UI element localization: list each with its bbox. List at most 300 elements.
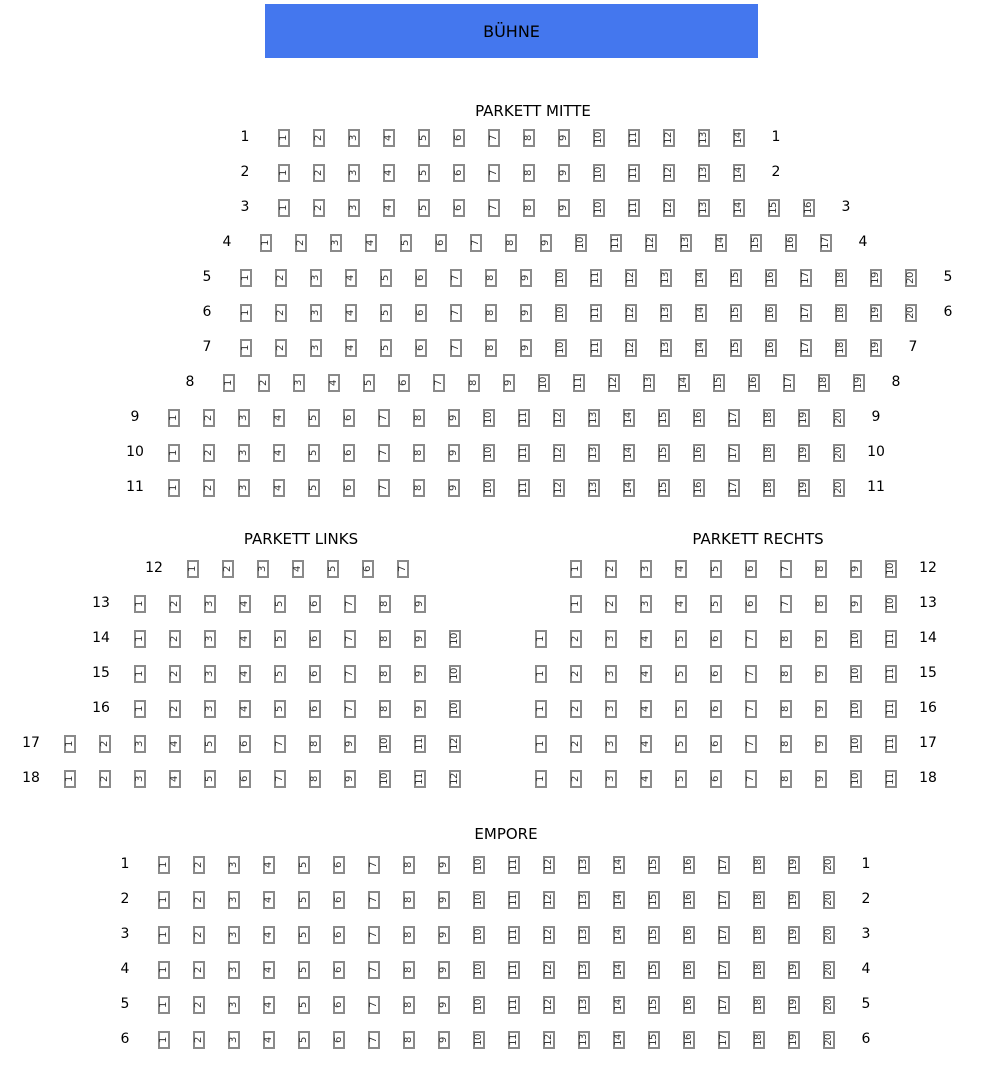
seat-parkett-rechts-row-13-10[interactable] — [885, 595, 897, 613]
seat-empore-row-4-11[interactable] — [508, 961, 520, 979]
seat-parkett-mitte-row-6-18[interactable] — [835, 304, 847, 322]
seat-parkett-mitte-row-4-4[interactable] — [365, 234, 377, 252]
seat-empore-row-3-11[interactable] — [508, 926, 520, 944]
seat-empore-row-3-16[interactable] — [683, 926, 695, 944]
seat-parkett-links-row-13-5[interactable] — [274, 595, 286, 613]
seat-parkett-rechts-row-14-3[interactable] — [605, 630, 617, 648]
seat-parkett-rechts-row-14-5[interactable] — [675, 630, 687, 648]
seat-parkett-rechts-row-12-7[interactable] — [780, 560, 792, 578]
seat-parkett-mitte-row-11-11[interactable] — [518, 479, 530, 497]
seat-parkett-mitte-row-3-9[interactable] — [558, 199, 570, 217]
seat-empore-row-3-8[interactable] — [403, 926, 415, 944]
seat-parkett-mitte-row-2-2[interactable] — [313, 164, 325, 182]
seat-parkett-rechts-row-16-11[interactable] — [885, 700, 897, 718]
seat-parkett-mitte-row-5-8[interactable] — [485, 269, 497, 287]
seat-parkett-mitte-row-1-7[interactable] — [488, 129, 500, 147]
seat-parkett-mitte-row-7-3[interactable] — [310, 339, 322, 357]
seat-parkett-mitte-row-9-10[interactable] — [483, 409, 495, 427]
seat-parkett-mitte-row-7-18[interactable] — [835, 339, 847, 357]
seat-parkett-mitte-row-2-14[interactable] — [733, 164, 745, 182]
seat-parkett-mitte-row-8-14[interactable] — [678, 374, 690, 392]
seat-empore-row-5-19[interactable] — [788, 996, 800, 1014]
seat-empore-row-5-4[interactable] — [263, 996, 275, 1014]
seat-parkett-mitte-row-9-7[interactable] — [378, 409, 390, 427]
seat-parkett-mitte-row-8-7[interactable] — [433, 374, 445, 392]
seat-parkett-links-row-18-11[interactable] — [414, 770, 426, 788]
seat-parkett-mitte-row-5-3[interactable] — [310, 269, 322, 287]
seat-parkett-mitte-row-4-5[interactable] — [400, 234, 412, 252]
seat-empore-row-4-20[interactable] — [823, 961, 835, 979]
seat-parkett-links-row-15-3[interactable] — [204, 665, 216, 683]
seat-parkett-mitte-row-2-8[interactable] — [523, 164, 535, 182]
seat-parkett-mitte-row-11-1[interactable] — [168, 479, 180, 497]
seat-parkett-rechts-row-14-1[interactable] — [535, 630, 547, 648]
seat-empore-row-3-12[interactable] — [543, 926, 555, 944]
seat-parkett-mitte-row-10-11[interactable] — [518, 444, 530, 462]
seat-parkett-links-row-18-2[interactable] — [99, 770, 111, 788]
seat-empore-row-4-19[interactable] — [788, 961, 800, 979]
seat-parkett-mitte-row-7-2[interactable] — [275, 339, 287, 357]
seat-parkett-mitte-row-3-1[interactable] — [278, 199, 290, 217]
seat-parkett-rechts-row-16-5[interactable] — [675, 700, 687, 718]
seat-parkett-mitte-row-10-5[interactable] — [308, 444, 320, 462]
seat-parkett-mitte-row-2-3[interactable] — [348, 164, 360, 182]
seat-parkett-mitte-row-4-16[interactable] — [785, 234, 797, 252]
seat-parkett-mitte-row-6-2[interactable] — [275, 304, 287, 322]
seat-parkett-mitte-row-5-12[interactable] — [625, 269, 637, 287]
seat-parkett-mitte-row-9-18[interactable] — [763, 409, 775, 427]
seat-parkett-rechts-row-16-9[interactable] — [815, 700, 827, 718]
seat-empore-row-2-6[interactable] — [333, 891, 345, 909]
seat-parkett-rechts-row-15-10[interactable] — [850, 665, 862, 683]
seat-parkett-mitte-row-6-8[interactable] — [485, 304, 497, 322]
seat-empore-row-3-17[interactable] — [718, 926, 730, 944]
seat-parkett-mitte-row-6-11[interactable] — [590, 304, 602, 322]
seat-parkett-mitte-row-7-12[interactable] — [625, 339, 637, 357]
seat-parkett-mitte-row-6-19[interactable] — [870, 304, 882, 322]
seat-parkett-mitte-row-6-20[interactable] — [905, 304, 917, 322]
seat-parkett-mitte-row-8-9[interactable] — [503, 374, 515, 392]
seat-parkett-rechts-row-15-9[interactable] — [815, 665, 827, 683]
seat-parkett-mitte-row-10-10[interactable] — [483, 444, 495, 462]
seat-parkett-mitte-row-11-15[interactable] — [658, 479, 670, 497]
seat-parkett-mitte-row-11-9[interactable] — [448, 479, 460, 497]
seat-parkett-rechts-row-12-3[interactable] — [640, 560, 652, 578]
seat-parkett-links-row-17-8[interactable] — [309, 735, 321, 753]
seat-parkett-mitte-row-9-20[interactable] — [833, 409, 845, 427]
seat-parkett-rechts-row-18-11[interactable] — [885, 770, 897, 788]
seat-parkett-rechts-row-15-7[interactable] — [745, 665, 757, 683]
seat-parkett-mitte-row-2-6[interactable] — [453, 164, 465, 182]
seat-parkett-links-row-17-4[interactable] — [169, 735, 181, 753]
seat-parkett-rechts-row-13-2[interactable] — [605, 595, 617, 613]
seat-empore-row-1-6[interactable] — [333, 856, 345, 874]
seat-empore-row-2-15[interactable] — [648, 891, 660, 909]
seat-parkett-mitte-row-11-14[interactable] — [623, 479, 635, 497]
seat-parkett-mitte-row-9-19[interactable] — [798, 409, 810, 427]
seat-empore-row-2-1[interactable] — [158, 891, 170, 909]
seat-parkett-mitte-row-7-10[interactable] — [555, 339, 567, 357]
seat-parkett-mitte-row-3-13[interactable] — [698, 199, 710, 217]
seat-parkett-rechts-row-17-4[interactable] — [640, 735, 652, 753]
seat-parkett-mitte-row-9-1[interactable] — [168, 409, 180, 427]
seat-parkett-mitte-row-5-18[interactable] — [835, 269, 847, 287]
seat-parkett-links-row-15-5[interactable] — [274, 665, 286, 683]
seat-parkett-links-row-13-2[interactable] — [169, 595, 181, 613]
seat-parkett-mitte-row-8-13[interactable] — [643, 374, 655, 392]
seat-parkett-mitte-row-9-2[interactable] — [203, 409, 215, 427]
seat-parkett-rechts-row-14-10[interactable] — [850, 630, 862, 648]
seat-empore-row-4-15[interactable] — [648, 961, 660, 979]
seat-parkett-links-row-15-1[interactable] — [134, 665, 146, 683]
seat-empore-row-6-8[interactable] — [403, 1031, 415, 1049]
seat-empore-row-6-4[interactable] — [263, 1031, 275, 1049]
seat-parkett-links-row-14-4[interactable] — [239, 630, 251, 648]
seat-parkett-mitte-row-10-6[interactable] — [343, 444, 355, 462]
seat-empore-row-4-12[interactable] — [543, 961, 555, 979]
seat-empore-row-4-8[interactable] — [403, 961, 415, 979]
seat-parkett-mitte-row-4-17[interactable] — [820, 234, 832, 252]
seat-empore-row-4-5[interactable] — [298, 961, 310, 979]
seat-empore-row-3-10[interactable] — [473, 926, 485, 944]
seat-parkett-mitte-row-7-15[interactable] — [730, 339, 742, 357]
seat-parkett-rechts-row-18-3[interactable] — [605, 770, 617, 788]
seat-empore-row-1-4[interactable] — [263, 856, 275, 874]
seat-parkett-rechts-row-18-8[interactable] — [780, 770, 792, 788]
seat-parkett-rechts-row-14-2[interactable] — [570, 630, 582, 648]
seat-empore-row-4-14[interactable] — [613, 961, 625, 979]
seat-empore-row-5-2[interactable] — [193, 996, 205, 1014]
seat-parkett-mitte-row-1-5[interactable] — [418, 129, 430, 147]
seat-parkett-rechts-row-13-9[interactable] — [850, 595, 862, 613]
seat-parkett-mitte-row-4-9[interactable] — [540, 234, 552, 252]
seat-parkett-mitte-row-3-7[interactable] — [488, 199, 500, 217]
seat-parkett-links-row-16-1[interactable] — [134, 700, 146, 718]
seat-parkett-rechts-row-17-10[interactable] — [850, 735, 862, 753]
seat-parkett-rechts-row-15-4[interactable] — [640, 665, 652, 683]
seat-parkett-rechts-row-17-1[interactable] — [535, 735, 547, 753]
seat-empore-row-2-12[interactable] — [543, 891, 555, 909]
seat-parkett-mitte-row-4-8[interactable] — [505, 234, 517, 252]
seat-empore-row-4-13[interactable] — [578, 961, 590, 979]
seat-parkett-mitte-row-1-12[interactable] — [663, 129, 675, 147]
seat-parkett-links-row-17-9[interactable] — [344, 735, 356, 753]
seat-parkett-mitte-row-8-4[interactable] — [328, 374, 340, 392]
seat-empore-row-1-13[interactable] — [578, 856, 590, 874]
seat-parkett-mitte-row-9-17[interactable] — [728, 409, 740, 427]
seat-parkett-rechts-row-12-2[interactable] — [605, 560, 617, 578]
seat-parkett-mitte-row-10-2[interactable] — [203, 444, 215, 462]
seat-parkett-rechts-row-18-2[interactable] — [570, 770, 582, 788]
seat-parkett-links-row-17-5[interactable] — [204, 735, 216, 753]
seat-empore-row-3-15[interactable] — [648, 926, 660, 944]
seat-parkett-mitte-row-9-11[interactable] — [518, 409, 530, 427]
seat-empore-row-1-12[interactable] — [543, 856, 555, 874]
seat-parkett-mitte-row-3-10[interactable] — [593, 199, 605, 217]
seat-empore-row-3-13[interactable] — [578, 926, 590, 944]
seat-parkett-links-row-12-2[interactable] — [222, 560, 234, 578]
seat-parkett-mitte-row-9-5[interactable] — [308, 409, 320, 427]
seat-parkett-links-row-18-8[interactable] — [309, 770, 321, 788]
seat-parkett-mitte-row-6-1[interactable] — [240, 304, 252, 322]
seat-parkett-links-row-12-5[interactable] — [327, 560, 339, 578]
seat-empore-row-1-18[interactable] — [753, 856, 765, 874]
seat-empore-row-5-20[interactable] — [823, 996, 835, 1014]
seat-parkett-mitte-row-5-10[interactable] — [555, 269, 567, 287]
seat-parkett-mitte-row-9-9[interactable] — [448, 409, 460, 427]
seat-empore-row-1-19[interactable] — [788, 856, 800, 874]
seat-empore-row-3-4[interactable] — [263, 926, 275, 944]
seat-parkett-rechts-row-13-8[interactable] — [815, 595, 827, 613]
seat-parkett-mitte-row-8-2[interactable] — [258, 374, 270, 392]
seat-empore-row-2-14[interactable] — [613, 891, 625, 909]
seat-parkett-links-row-12-1[interactable] — [187, 560, 199, 578]
seat-empore-row-3-1[interactable] — [158, 926, 170, 944]
seat-parkett-mitte-row-4-3[interactable] — [330, 234, 342, 252]
seat-parkett-mitte-row-8-17[interactable] — [783, 374, 795, 392]
seat-parkett-links-row-15-4[interactable] — [239, 665, 251, 683]
seat-empore-row-1-10[interactable] — [473, 856, 485, 874]
seat-parkett-links-row-14-8[interactable] — [379, 630, 391, 648]
seat-empore-row-5-13[interactable] — [578, 996, 590, 1014]
seat-parkett-rechts-row-16-3[interactable] — [605, 700, 617, 718]
seat-parkett-mitte-row-5-1[interactable] — [240, 269, 252, 287]
seat-parkett-mitte-row-7-13[interactable] — [660, 339, 672, 357]
seat-parkett-mitte-row-3-14[interactable] — [733, 199, 745, 217]
seat-parkett-mitte-row-9-3[interactable] — [238, 409, 250, 427]
seat-parkett-rechts-row-16-2[interactable] — [570, 700, 582, 718]
seat-parkett-rechts-row-12-9[interactable] — [850, 560, 862, 578]
seat-parkett-mitte-row-10-16[interactable] — [693, 444, 705, 462]
seat-empore-row-5-5[interactable] — [298, 996, 310, 1014]
seat-empore-row-6-7[interactable] — [368, 1031, 380, 1049]
seat-parkett-mitte-row-1-14[interactable] — [733, 129, 745, 147]
seat-parkett-links-row-15-2[interactable] — [169, 665, 181, 683]
seat-parkett-mitte-row-5-17[interactable] — [800, 269, 812, 287]
seat-parkett-mitte-row-4-15[interactable] — [750, 234, 762, 252]
seat-parkett-links-row-16-9[interactable] — [414, 700, 426, 718]
seat-parkett-mitte-row-5-15[interactable] — [730, 269, 742, 287]
seat-parkett-rechts-row-16-8[interactable] — [780, 700, 792, 718]
seat-empore-row-6-12[interactable] — [543, 1031, 555, 1049]
seat-parkett-rechts-row-16-7[interactable] — [745, 700, 757, 718]
seat-parkett-mitte-row-11-2[interactable] — [203, 479, 215, 497]
seat-parkett-mitte-row-1-13[interactable] — [698, 129, 710, 147]
seat-empore-row-2-10[interactable] — [473, 891, 485, 909]
seat-empore-row-6-19[interactable] — [788, 1031, 800, 1049]
seat-empore-row-6-10[interactable] — [473, 1031, 485, 1049]
seat-parkett-links-row-13-8[interactable] — [379, 595, 391, 613]
seat-parkett-mitte-row-11-13[interactable] — [588, 479, 600, 497]
seat-parkett-mitte-row-4-12[interactable] — [645, 234, 657, 252]
seat-parkett-mitte-row-5-20[interactable] — [905, 269, 917, 287]
seat-parkett-mitte-row-11-3[interactable] — [238, 479, 250, 497]
seat-parkett-rechts-row-12-6[interactable] — [745, 560, 757, 578]
seat-empore-row-5-7[interactable] — [368, 996, 380, 1014]
seat-parkett-mitte-row-1-8[interactable] — [523, 129, 535, 147]
seat-parkett-mitte-row-4-13[interactable] — [680, 234, 692, 252]
seat-empore-row-5-6[interactable] — [333, 996, 345, 1014]
seat-parkett-mitte-row-5-6[interactable] — [415, 269, 427, 287]
seat-empore-row-6-11[interactable] — [508, 1031, 520, 1049]
seat-parkett-links-row-15-6[interactable] — [309, 665, 321, 683]
seat-parkett-mitte-row-10-19[interactable] — [798, 444, 810, 462]
seat-parkett-links-row-17-1[interactable] — [64, 735, 76, 753]
seat-parkett-mitte-row-11-20[interactable] — [833, 479, 845, 497]
seat-parkett-rechts-row-15-2[interactable] — [570, 665, 582, 683]
seat-parkett-links-row-17-11[interactable] — [414, 735, 426, 753]
seat-parkett-mitte-row-11-7[interactable] — [378, 479, 390, 497]
seat-parkett-mitte-row-5-11[interactable] — [590, 269, 602, 287]
seat-parkett-mitte-row-11-16[interactable] — [693, 479, 705, 497]
seat-empore-row-3-9[interactable] — [438, 926, 450, 944]
seat-parkett-mitte-row-7-14[interactable] — [695, 339, 707, 357]
seat-parkett-mitte-row-8-1[interactable] — [223, 374, 235, 392]
seat-parkett-mitte-row-1-2[interactable] — [313, 129, 325, 147]
seat-parkett-links-row-18-10[interactable] — [379, 770, 391, 788]
seat-empore-row-5-10[interactable] — [473, 996, 485, 1014]
seat-parkett-mitte-row-4-14[interactable] — [715, 234, 727, 252]
seat-empore-row-1-7[interactable] — [368, 856, 380, 874]
seat-parkett-mitte-row-6-9[interactable] — [520, 304, 532, 322]
seat-parkett-mitte-row-6-7[interactable] — [450, 304, 462, 322]
seat-empore-row-1-9[interactable] — [438, 856, 450, 874]
seat-parkett-rechts-row-14-7[interactable] — [745, 630, 757, 648]
seat-empore-row-2-3[interactable] — [228, 891, 240, 909]
seat-parkett-links-row-17-10[interactable] — [379, 735, 391, 753]
seat-parkett-mitte-row-11-12[interactable] — [553, 479, 565, 497]
seat-parkett-mitte-row-3-16[interactable] — [803, 199, 815, 217]
seat-empore-row-5-9[interactable] — [438, 996, 450, 1014]
seat-parkett-mitte-row-7-4[interactable] — [345, 339, 357, 357]
seat-empore-row-1-14[interactable] — [613, 856, 625, 874]
seat-parkett-rechts-row-15-11[interactable] — [885, 665, 897, 683]
seat-parkett-mitte-row-7-11[interactable] — [590, 339, 602, 357]
seat-parkett-rechts-row-18-6[interactable] — [710, 770, 722, 788]
seat-parkett-mitte-row-1-9[interactable] — [558, 129, 570, 147]
seat-parkett-mitte-row-3-2[interactable] — [313, 199, 325, 217]
seat-parkett-mitte-row-10-15[interactable] — [658, 444, 670, 462]
seat-parkett-mitte-row-11-8[interactable] — [413, 479, 425, 497]
seat-empore-row-4-6[interactable] — [333, 961, 345, 979]
seat-parkett-mitte-row-11-19[interactable] — [798, 479, 810, 497]
seat-parkett-rechts-row-15-6[interactable] — [710, 665, 722, 683]
seat-parkett-rechts-row-18-9[interactable] — [815, 770, 827, 788]
seat-parkett-links-row-13-3[interactable] — [204, 595, 216, 613]
seat-parkett-mitte-row-3-4[interactable] — [383, 199, 395, 217]
seat-parkett-mitte-row-8-19[interactable] — [853, 374, 865, 392]
seat-parkett-rechts-row-16-4[interactable] — [640, 700, 652, 718]
seat-empore-row-6-1[interactable] — [158, 1031, 170, 1049]
seat-parkett-mitte-row-10-9[interactable] — [448, 444, 460, 462]
seat-empore-row-5-3[interactable] — [228, 996, 240, 1014]
seat-parkett-mitte-row-1-3[interactable] — [348, 129, 360, 147]
seat-parkett-mitte-row-6-13[interactable] — [660, 304, 672, 322]
seat-empore-row-3-18[interactable] — [753, 926, 765, 944]
seat-parkett-mitte-row-7-9[interactable] — [520, 339, 532, 357]
seat-empore-row-6-15[interactable] — [648, 1031, 660, 1049]
seat-parkett-mitte-row-5-16[interactable] — [765, 269, 777, 287]
seat-parkett-mitte-row-7-16[interactable] — [765, 339, 777, 357]
seat-parkett-links-row-16-7[interactable] — [344, 700, 356, 718]
seat-parkett-mitte-row-4-6[interactable] — [435, 234, 447, 252]
seat-parkett-rechts-row-13-3[interactable] — [640, 595, 652, 613]
seat-empore-row-5-15[interactable] — [648, 996, 660, 1014]
seat-parkett-links-row-13-4[interactable] — [239, 595, 251, 613]
seat-empore-row-2-19[interactable] — [788, 891, 800, 909]
seat-parkett-links-row-16-5[interactable] — [274, 700, 286, 718]
seat-parkett-mitte-row-6-3[interactable] — [310, 304, 322, 322]
seat-empore-row-5-14[interactable] — [613, 996, 625, 1014]
seat-parkett-rechts-row-18-4[interactable] — [640, 770, 652, 788]
seat-empore-row-2-5[interactable] — [298, 891, 310, 909]
seat-parkett-rechts-row-17-5[interactable] — [675, 735, 687, 753]
seat-empore-row-6-18[interactable] — [753, 1031, 765, 1049]
seat-parkett-links-row-14-9[interactable] — [414, 630, 426, 648]
seat-empore-row-4-18[interactable] — [753, 961, 765, 979]
seat-parkett-mitte-row-10-1[interactable] — [168, 444, 180, 462]
seat-empore-row-5-18[interactable] — [753, 996, 765, 1014]
seat-parkett-links-row-14-1[interactable] — [134, 630, 146, 648]
seat-parkett-links-row-18-4[interactable] — [169, 770, 181, 788]
seat-parkett-mitte-row-2-7[interactable] — [488, 164, 500, 182]
seat-parkett-rechts-row-18-1[interactable] — [535, 770, 547, 788]
seat-parkett-links-row-18-1[interactable] — [64, 770, 76, 788]
seat-parkett-rechts-row-12-10[interactable] — [885, 560, 897, 578]
seat-parkett-links-row-18-7[interactable] — [274, 770, 286, 788]
seat-parkett-mitte-row-4-10[interactable] — [575, 234, 587, 252]
seat-empore-row-3-2[interactable] — [193, 926, 205, 944]
seat-parkett-mitte-row-3-5[interactable] — [418, 199, 430, 217]
seat-parkett-mitte-row-8-15[interactable] — [713, 374, 725, 392]
seat-parkett-mitte-row-10-7[interactable] — [378, 444, 390, 462]
seat-parkett-rechts-row-13-5[interactable] — [710, 595, 722, 613]
seat-parkett-mitte-row-8-11[interactable] — [573, 374, 585, 392]
seat-parkett-mitte-row-9-12[interactable] — [553, 409, 565, 427]
seat-parkett-mitte-row-9-4[interactable] — [273, 409, 285, 427]
seat-parkett-rechts-row-12-5[interactable] — [710, 560, 722, 578]
seat-parkett-links-row-17-3[interactable] — [134, 735, 146, 753]
seat-empore-row-2-7[interactable] — [368, 891, 380, 909]
seat-parkett-links-row-17-12[interactable] — [449, 735, 461, 753]
seat-empore-row-3-3[interactable] — [228, 926, 240, 944]
seat-parkett-mitte-row-8-16[interactable] — [748, 374, 760, 392]
seat-empore-row-1-1[interactable] — [158, 856, 170, 874]
seat-parkett-mitte-row-5-9[interactable] — [520, 269, 532, 287]
seat-empore-row-5-17[interactable] — [718, 996, 730, 1014]
seat-parkett-links-row-18-12[interactable] — [449, 770, 461, 788]
seat-parkett-links-row-18-9[interactable] — [344, 770, 356, 788]
seat-empore-row-2-2[interactable] — [193, 891, 205, 909]
seat-parkett-rechts-row-17-11[interactable] — [885, 735, 897, 753]
seat-parkett-links-row-14-2[interactable] — [169, 630, 181, 648]
seat-parkett-links-row-15-9[interactable] — [414, 665, 426, 683]
seat-parkett-mitte-row-4-7[interactable] — [470, 234, 482, 252]
seat-parkett-mitte-row-7-7[interactable] — [450, 339, 462, 357]
seat-parkett-mitte-row-6-6[interactable] — [415, 304, 427, 322]
seat-empore-row-6-16[interactable] — [683, 1031, 695, 1049]
seat-empore-row-3-19[interactable] — [788, 926, 800, 944]
seat-parkett-mitte-row-6-12[interactable] — [625, 304, 637, 322]
seat-parkett-links-row-12-6[interactable] — [362, 560, 374, 578]
seat-parkett-mitte-row-7-8[interactable] — [485, 339, 497, 357]
seat-parkett-mitte-row-7-6[interactable] — [415, 339, 427, 357]
seat-parkett-mitte-row-9-13[interactable] — [588, 409, 600, 427]
seat-parkett-rechts-row-18-5[interactable] — [675, 770, 687, 788]
seat-parkett-mitte-row-5-14[interactable] — [695, 269, 707, 287]
seat-parkett-mitte-row-3-3[interactable] — [348, 199, 360, 217]
seat-parkett-rechts-row-16-1[interactable] — [535, 700, 547, 718]
